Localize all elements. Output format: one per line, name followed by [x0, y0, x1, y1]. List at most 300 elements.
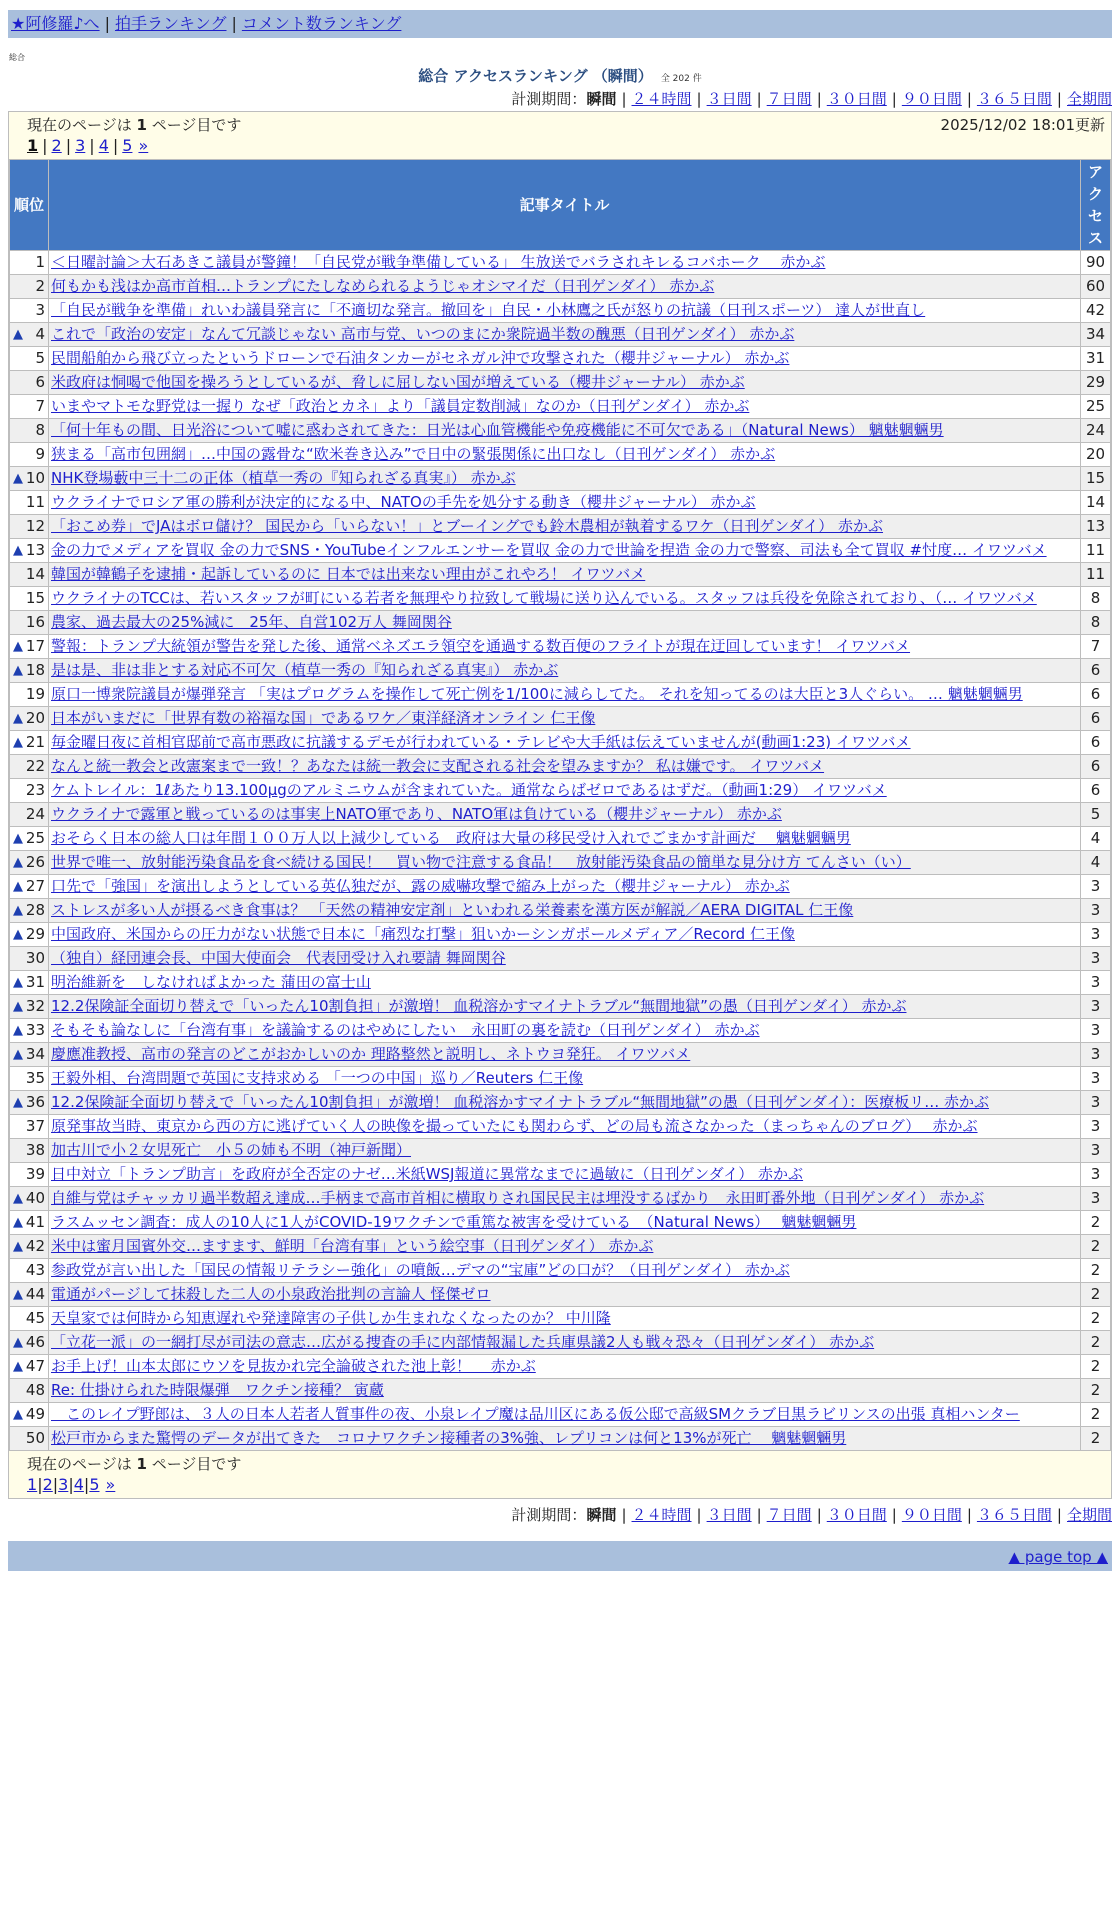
rank-cell	[10, 539, 48, 562]
article-title-link[interactable]: ラスムッセン調査：成人の10人に1人がCOVID-19ワクチンで重篤な被害を受けている （Natural News） 魑魅魍魎男	[51, 1213, 857, 1231]
article-title-link[interactable]: ケムトレイル：1ℓあたり13.100μgのアルミニウムが含まれていた。通常ならばゼロであるはずだ。（動画1:29） イワツバメ	[51, 781, 887, 799]
page-link[interactable]: 3	[58, 1475, 69, 1494]
title-cell	[49, 779, 1080, 802]
article-title-link[interactable]: 慶應准教授、高市の発言のどこがおかしいのか 理路整然と説明し、ネトウヨ発狂。 イワツバメ	[51, 1045, 691, 1063]
rank-number: 3	[35, 301, 45, 319]
period-option-link[interactable]: ２４時間	[631, 1506, 692, 1524]
rank-cell	[10, 1115, 48, 1138]
rank-number: 37	[25, 1117, 45, 1135]
title-cell	[49, 1043, 1080, 1066]
rank-cell	[10, 1067, 48, 1090]
table-row	[10, 947, 1110, 970]
period-option-link[interactable]: ９０日間	[901, 90, 962, 108]
period-current: 瞬間	[586, 90, 617, 108]
article-title-link[interactable]: 原発事故当時、東京から西の方に逃げていく人の映像を撮っていたにも関わらず、どの局も流さなかった（まっちゃんのブログ） 赤かぶ	[51, 1117, 978, 1135]
title-cell	[49, 419, 1080, 442]
article-title-link[interactable]: 農家、過去最大の25%減に 25年、自営102万人 舞岡関谷	[51, 613, 452, 631]
access-count: 6	[1081, 731, 1110, 754]
period-current: 瞬間	[586, 1506, 617, 1524]
access-count: 2	[1081, 1307, 1110, 1330]
period-separator: |	[621, 90, 627, 108]
rank-cell	[10, 947, 48, 970]
rank-up-icon: ▲	[13, 543, 23, 558]
article-title-link[interactable]: 韓国が韓鶴子を逮捕・起訴しているのに 日本では出来ない理由がこれやろ！ イワツバメ	[51, 565, 646, 583]
rank-number: 49	[25, 1405, 45, 1423]
table-row	[10, 251, 1110, 274]
access-count: 2	[1081, 1355, 1110, 1378]
period-option-link[interactable]: ３日間	[706, 1506, 752, 1524]
rank-up-icon: ▲	[13, 879, 23, 894]
article-title-link[interactable]: 日中対立「トランプ助言」を政府が全否定のナゼ…米紙WSJ報道に異常なまでに過敏に（日刊ゲンダイ） 赤かぶ	[51, 1165, 804, 1183]
rank-number: 20	[25, 709, 45, 727]
rank-up-icon: ▲	[13, 639, 23, 654]
rank-cell	[10, 683, 48, 706]
period-selector	[8, 87, 1112, 111]
rank-cell	[10, 923, 48, 946]
rank-cell	[10, 1139, 48, 1162]
rank-cell	[10, 587, 48, 610]
access-count: 7	[1081, 635, 1110, 658]
bottom-bar	[8, 1541, 1112, 1571]
access-count: 15	[1081, 467, 1110, 490]
title-cell	[49, 803, 1080, 826]
article-title-link[interactable]: 世界で唯一、放射能汚染食品を食べ続ける国民！ 買い物で注意する食品！ 放射能汚染食品の簡単な見分け方 てんさい（い）	[51, 853, 911, 871]
comment-ranking-link[interactable]: コメント数ランキング	[241, 14, 402, 33]
table-row	[10, 707, 1110, 730]
rank-cell	[10, 1235, 48, 1258]
access-count: 3	[1081, 1139, 1110, 1162]
title-cell	[49, 1379, 1080, 1402]
rank-cell	[10, 1403, 48, 1426]
access-count: 3	[1081, 1163, 1110, 1186]
access-count: 6	[1081, 707, 1110, 730]
title-cell	[49, 1187, 1080, 1210]
page-top-link[interactable]: ▲ page top ▲	[1008, 1548, 1108, 1566]
access-count: 4	[1081, 827, 1110, 850]
period-separator: |	[696, 1506, 702, 1524]
rank-number: 48	[25, 1381, 45, 1399]
access-count: 3	[1081, 899, 1110, 922]
table-row	[10, 563, 1110, 586]
rank-cell	[10, 1427, 48, 1450]
rank-number: 35	[25, 1069, 45, 1087]
rank-up-icon: ▲	[13, 711, 23, 726]
access-count: 90	[1081, 251, 1110, 274]
page-separator: |	[42, 136, 48, 155]
period-separator: |	[816, 90, 822, 108]
article-title-link[interactable]: 電通がパージして抹殺した二人の小泉政治批判の言論人 怪傑ゼロ	[51, 1285, 491, 1303]
article-title-link[interactable]: NHK登場藪中三十二の正体（植草一秀の『知られざる真実』） 赤かぶ	[51, 469, 516, 487]
rank-cell	[10, 299, 48, 322]
period-separator: |	[756, 1506, 762, 1524]
article-title-link[interactable]: いまやマトモな野党は一握り なぜ「政治とカネ」より「議員定数削減」なのか（日刊ゲンダイ） 赤かぶ	[51, 397, 750, 415]
table-row	[10, 875, 1110, 898]
rank-up-icon: ▲	[13, 1215, 23, 1230]
article-title-link[interactable]: おそらく日本の総人口は年間１００万人以上減少している 政府は大量の移民受け入れでごまかす計画だ 魑魅魍魎男	[51, 829, 851, 847]
rank-up-icon: ▲	[13, 1023, 23, 1038]
period-option-link[interactable]: ２４時間	[631, 90, 692, 108]
table-row	[10, 1115, 1110, 1138]
title-cell	[49, 1115, 1080, 1138]
page-current[interactable]: 1	[27, 1475, 38, 1494]
article-title-link[interactable]: ストレスが多い人が摂るべき食事は？ 「天然の精神安定剤」といわれる栄養素を漢方医が解説／AERA DIGITAL 仁王像	[51, 901, 854, 919]
table-row	[10, 827, 1110, 850]
title-cell	[49, 1091, 1080, 1114]
article-title-link[interactable]: 警報：トランプ大統領が警告を発した後、通常ベネズエラ領空を通過する数百便のフライトが現在迂回しています！ イワツバメ	[51, 637, 911, 655]
period-selector-bottom	[8, 1501, 1112, 1529]
article-title-link[interactable]: 米政府は恫喝で他国を操ろうとしているが、脅しに屈しない国が増えている（櫻井ジャーナル） 赤かぶ	[51, 373, 745, 391]
article-title-link[interactable]: 12.2保険証全面切り替えで「いったん10割負担」が激増！ 血税溶かすマイナトラブル“無間地獄”の愚（日刊ゲンダイ） 赤かぶ	[51, 997, 907, 1015]
next-page-link[interactable]: »	[138, 136, 149, 155]
rank-cell	[10, 707, 48, 730]
rank-cell	[10, 1307, 48, 1330]
rank-cell	[10, 491, 48, 514]
article-title-link[interactable]: 王毅外相、台湾問題で英国に支持求める 「一つの中国」巡り／Reuters 仁王像	[51, 1069, 584, 1087]
article-title-link[interactable]: 米中は蜜月国賓外交…ますます、鮮明「台湾有事」という絵空事（日刊ゲンダイ） 赤かぶ	[51, 1237, 654, 1255]
article-title-link[interactable]: そもそも論なしに「台湾有事」を議論するのはやめにしたい 永田町の裏を読む（日刊ゲンダイ） 赤かぶ	[51, 1021, 760, 1039]
rank-cell	[10, 275, 48, 298]
article-title-link[interactable]: 明治維新を しなければよかった 蒲田の富士山	[51, 973, 371, 991]
rank-number: 21	[25, 733, 45, 751]
page-link[interactable]: 2	[51, 136, 62, 155]
nav-separator: |	[231, 14, 237, 33]
title-cell	[49, 851, 1080, 874]
page-separator: |	[37, 1475, 43, 1494]
ranking-panel	[8, 111, 1112, 1499]
access-count: 4	[1081, 851, 1110, 874]
table-row	[10, 1307, 1110, 1330]
article-title-link[interactable]: 松戸市からまた驚愕のデータが出てきた コロナワクチン接種者の3%強、レプリコンは何と13%が死亡 魑魅魍魎男	[51, 1429, 847, 1447]
title-cell	[49, 1067, 1080, 1090]
rank-number: 31	[25, 973, 45, 991]
access-count: 14	[1081, 491, 1110, 514]
access-count: 3	[1081, 1187, 1110, 1210]
period-option-link[interactable]: ３日間	[706, 90, 752, 108]
article-title-link[interactable]: 日本がいまだに「世界有数の裕福な国」であるワケ／東洋経済オンライン 仁王像	[51, 709, 596, 727]
rank-cell	[10, 659, 48, 682]
rank-number: 42	[25, 1237, 45, 1255]
rank-number: 41	[25, 1213, 45, 1231]
page-separator: |	[68, 1475, 74, 1494]
table-row	[10, 1091, 1110, 1114]
next-page-link[interactable]: »	[105, 1475, 116, 1494]
article-title-link[interactable]: 「おこめ券」でJAはボロ儲け？ 国民から「いらない！」とブーイングでも鈴木農相が執着するワケ（日刊ゲンダイ） 赤かぶ	[51, 517, 884, 535]
rank-up-icon: ▲	[13, 999, 23, 1014]
access-count: 3	[1081, 971, 1110, 994]
title-cell	[49, 995, 1080, 1018]
access-count: 6	[1081, 683, 1110, 706]
rank-cell	[10, 563, 48, 586]
rank-number: 22	[25, 757, 45, 775]
page-info	[9, 112, 1111, 135]
title-cell	[49, 707, 1080, 730]
access-count: 6	[1081, 659, 1110, 682]
rank-column-header: 順位	[10, 160, 48, 250]
rank-number: 50	[25, 1429, 45, 1447]
rank-number: 47	[25, 1357, 45, 1375]
table-row	[10, 923, 1110, 946]
table-row	[10, 803, 1110, 826]
rank-up-icon: ▲	[13, 1191, 23, 1206]
rank-cell	[10, 755, 48, 778]
home-link[interactable]: ★阿修羅♪へ	[11, 14, 100, 33]
table-row	[10, 299, 1110, 322]
table-row	[10, 1331, 1110, 1354]
rank-number: 19	[25, 685, 45, 703]
rank-number: 4	[35, 325, 45, 343]
table-row	[10, 635, 1110, 658]
title-cell	[49, 563, 1080, 586]
access-count: 31	[1081, 347, 1110, 370]
access-count: 3	[1081, 1115, 1110, 1138]
nav-separator: |	[104, 14, 110, 33]
article-title-link[interactable]: ウクライナのTCCは、若いスタッフが町にいる若者を無理やり拉致して戦場に送り込んでいる。スタッフは兵役を免除されており、（… イワツバメ	[51, 589, 1037, 607]
access-count: 3	[1081, 995, 1110, 1018]
rank-up-icon: ▲	[13, 471, 23, 486]
updated-time: 2025/12/02 18:01更新	[940, 116, 1105, 134]
article-title-link[interactable]: 「立花一派」の一網打尽が司法の意志…広がる捜査の手に内部情報漏した兵庫県議2人も戦々恐々（日刊ゲンダイ） 赤かぶ	[51, 1333, 875, 1351]
page-link[interactable]: 5	[89, 1475, 100, 1494]
table-row	[10, 1019, 1110, 1042]
access-count: 11	[1081, 539, 1110, 562]
rank-up-icon: ▲	[13, 1095, 23, 1110]
rank-number: 2	[35, 277, 45, 295]
table-row	[10, 515, 1110, 538]
article-title-link[interactable]: 狭まる「高市包囲網」…中国の露骨な“欧米巻き込み”で日中の緊張関係に出口なし（日刊ゲンダイ） 赤かぶ	[51, 445, 776, 463]
page-link[interactable]: 4	[98, 136, 109, 155]
rank-up-icon: ▲	[13, 663, 23, 678]
title-cell	[49, 1307, 1080, 1330]
article-title-link[interactable]: 毎金曜日夜に首相官邸前で高市悪政に抗議するデモが行われている・テレビや大手紙は伝えていませんが(動画1:23) イワツバメ	[51, 733, 911, 751]
article-title-link[interactable]: これで「政治の安定」なんて冗談じゃない 高市与党、いつのまにか衆院過半数の醜悪（日刊ゲンダイ） 赤かぶ	[51, 325, 795, 343]
table-row	[10, 1067, 1110, 1090]
access-count: 5	[1081, 803, 1110, 826]
article-title-link[interactable]: 何もかも浅はか高市首相…トランプにたしなめられるようじゃオシマイだ（日刊ゲンダイ） 赤かぶ	[51, 277, 715, 295]
rank-up-icon: ▲	[13, 1047, 23, 1062]
article-title-link[interactable]: 天皇家では何時から知恵遅れや発達障害の子供しか生まれなくなったのか？ 中川隆	[51, 1309, 611, 1327]
rank-up-icon: ▲	[13, 831, 23, 846]
access-count: 11	[1081, 563, 1110, 586]
title-cell	[49, 299, 1080, 322]
table-row	[10, 971, 1110, 994]
period-separator: |	[966, 90, 972, 108]
page-separator: |	[89, 136, 95, 155]
title-cell	[49, 1427, 1080, 1450]
rank-number: 7	[35, 397, 45, 415]
table-row	[10, 659, 1110, 682]
article-title-link[interactable]: 民間船舶から飛び立ったというドローンで石油タンカーがセネガル沖で攻撃された（櫻井ジャーナル） 赤かぶ	[51, 349, 790, 367]
rank-up-icon: ▲	[13, 855, 23, 870]
article-title-link[interactable]: 「自民が戦争を準備」れいわ議員発言に「不適切な発言。撤回を」自民・小林鷹之氏が怒りの抗議（日刊スポーツ） 達人が世直し	[51, 301, 926, 319]
access-count: 2	[1081, 1379, 1110, 1402]
article-title-link[interactable]: お手上げ！山本太郎にウソを見抜かれ完全論破された池上彰！ 赤かぶ	[51, 1357, 536, 1375]
access-count: 25	[1081, 395, 1110, 418]
rank-number: 34	[25, 1045, 45, 1063]
rank-cell	[10, 827, 48, 850]
clap-ranking-link[interactable]: 拍手ランキング	[114, 14, 227, 33]
article-title-link[interactable]: 原口一博衆院議員が爆弾発言 「実はプログラムを操作して死亡例を1/100に減らしてた。 それを知ってるのは大臣と3人ぐらい。 … 魑魅魍魎男	[51, 685, 1023, 703]
rank-cell	[10, 443, 48, 466]
access-count: 42	[1081, 299, 1110, 322]
title-cell	[49, 827, 1080, 850]
article-title-link[interactable]: 是は是、非は非とする対応不可欠（植草一秀の『知られざる真実』） 赤かぶ	[51, 661, 559, 679]
article-title-link[interactable]: 12.2保険証全面切り替えで「いったん10割負担」が激増！ 血税溶かすマイナトラブル“無間地獄”の愚（日刊ゲンダイ）：医療板リ… 赤かぶ	[51, 1093, 989, 1111]
rank-up-icon: ▲	[13, 1239, 23, 1254]
access-count: 13	[1081, 515, 1110, 538]
rank-cell	[10, 851, 48, 874]
article-title-link[interactable]: なんと統一教会と改憲案まで一致！？あなたは統一教会に支配される社会を望みますか？ 私は嫌です。 イワツバメ	[51, 757, 825, 775]
table-row	[10, 731, 1110, 754]
article-title-link[interactable]: 参政党が言い出した「国民の情報リテラシー強化」の噴飯…デマの“宝庫”どの口が？（日刊ゲンダイ） 赤かぶ	[51, 1261, 790, 1279]
article-title-link[interactable]: Re: 仕掛けられた時限爆弾 ワクチン接種？ 寅蔵	[51, 1381, 384, 1399]
rank-number: 33	[25, 1021, 45, 1039]
access-count: 6	[1081, 779, 1110, 802]
rank-cell	[10, 995, 48, 1018]
article-title-link[interactable]: ＜日曜討論＞大石あきこ議員が警鐘！「自民党が戦争準備している」 生放送でバラされキレるコバホーク 赤かぶ	[51, 253, 826, 271]
rank-number: 14	[25, 565, 45, 583]
period-option-link[interactable]: ３０日間	[826, 1506, 887, 1524]
rank-number: 10	[25, 469, 45, 487]
title-cell	[49, 875, 1080, 898]
access-count: 3	[1081, 923, 1110, 946]
rank-number: 46	[25, 1333, 45, 1351]
page-link[interactable]: 4	[73, 1475, 84, 1494]
table-row	[10, 347, 1110, 370]
table-row	[10, 419, 1110, 442]
access-count: 60	[1081, 275, 1110, 298]
title-cell	[49, 467, 1080, 490]
title-cell	[49, 395, 1080, 418]
table-row	[10, 1403, 1110, 1426]
table-row	[10, 1259, 1110, 1282]
rank-cell	[10, 1259, 48, 1282]
title-cell	[49, 611, 1080, 634]
rank-cell	[10, 779, 48, 802]
title-cell	[49, 1139, 1080, 1162]
article-title-link[interactable]: 「何十年もの間、日光浴について嘘に惑わされてきた：日光は心血管機能や免疫機能に不可欠である」（Natural News） 魑魅魍魎男	[51, 421, 944, 439]
period-option-link[interactable]: ７日間	[766, 1506, 812, 1524]
article-title-link[interactable]: 金の力でメディアを買収 金の力でSNS・YouTubeインフルエンサーを買収 金の力で世論を捏造 金の力で警察、司法も全て買収 #忖度… イワツバメ	[51, 541, 1047, 559]
table-row	[10, 1427, 1110, 1450]
table-row	[10, 1379, 1110, 1402]
rank-number: 36	[25, 1093, 45, 1111]
rank-number: 23	[25, 781, 45, 799]
table-row	[10, 755, 1110, 778]
table-row	[10, 491, 1110, 514]
table-row	[10, 443, 1110, 466]
title-cell	[49, 1403, 1080, 1426]
rank-number: 16	[25, 613, 45, 631]
title-cell	[49, 755, 1080, 778]
title-cell	[49, 587, 1080, 610]
period-option-link[interactable]: 全期間	[1066, 1506, 1112, 1524]
title-cell	[49, 1259, 1080, 1282]
rank-cell	[10, 1187, 48, 1210]
access-count: 3	[1081, 1067, 1110, 1090]
period-option-link[interactable]: ９０日間	[901, 1506, 962, 1524]
rank-cell	[10, 395, 48, 418]
period-option-link[interactable]: ３６５日間	[976, 90, 1052, 108]
table-row	[10, 899, 1110, 922]
rank-number: 29	[25, 925, 45, 943]
article-title-link[interactable]: ウクライナでロシア軍の勝利が決定的になる中、NATOの手先を処分する動き（櫻井ジャーナル） 赤かぶ	[51, 493, 756, 511]
access-count: 29	[1081, 371, 1110, 394]
title-cell	[49, 635, 1080, 658]
rank-number: 25	[25, 829, 45, 847]
page-indicator-bottom: 現在のページは 1 ページ目です	[27, 1455, 242, 1473]
page-current[interactable]: 1	[27, 136, 39, 155]
article-title-link[interactable]: （独自）経団連会長、中国大使面会 代表団受け入れ要請 舞岡関谷	[51, 949, 506, 967]
page-link[interactable]: 2	[42, 1475, 53, 1494]
rank-cell	[10, 731, 48, 754]
table-row	[10, 995, 1110, 1018]
article-title-link[interactable]: 加古川で小２女児死亡 小５の姉も不明（神戸新聞）	[51, 1141, 412, 1159]
rank-number: 5	[35, 349, 45, 367]
period-label: 計測期間：	[511, 1506, 587, 1524]
period-option-link[interactable]: 全期間	[1066, 90, 1112, 108]
period-separator: |	[966, 1506, 972, 1524]
title-cell	[49, 323, 1080, 346]
access-count: 3	[1081, 875, 1110, 898]
period-option-link[interactable]: ３０日間	[826, 90, 887, 108]
page-link[interactable]: 5	[122, 136, 133, 155]
table-row	[10, 323, 1110, 346]
article-title-link[interactable]: ウクライナで露軍と戦っているのは事実上NATO軍であり、NATO軍は負けている（櫻井ジャーナル） 赤かぶ	[51, 805, 782, 823]
table-row	[10, 1283, 1110, 1306]
article-title-link[interactable]: 口先で「強国」を演出しようとしている英仏独だが、露の威嚇攻撃で縮み上がった（櫻井ジャーナル） 赤かぶ	[51, 877, 790, 895]
article-title-link[interactable]: 中国政府、米国からの圧力がない状態で日本に「痛烈な打撃」狙いかーシンガポールメディア／Record 仁王像	[51, 925, 795, 943]
ranking-table	[9, 159, 1111, 1451]
title-cell	[49, 515, 1080, 538]
title-cell	[49, 947, 1080, 970]
rank-up-icon: ▲	[13, 927, 23, 942]
rank-number: 39	[25, 1165, 45, 1183]
period-option-link[interactable]: ７日間	[766, 90, 812, 108]
rank-number: 11	[25, 493, 45, 511]
page-info-bottom	[9, 1451, 1111, 1474]
table-row	[10, 275, 1110, 298]
rank-up-icon: ▲	[13, 1359, 23, 1374]
rank-cell	[10, 251, 48, 274]
article-title-link[interactable]: 自維与党はチャッカリ過半数超え達成…手柄まで高市首相に横取りされ国民民主は埋没するばかり 永田町番外地（日刊ゲンダイ） 赤かぶ	[51, 1189, 985, 1207]
access-count: 2	[1081, 1403, 1110, 1426]
access-count: 3	[1081, 1043, 1110, 1066]
rank-number: 40	[25, 1189, 45, 1207]
page-link[interactable]: 3	[75, 136, 86, 155]
period-label: 計測期間：	[511, 90, 587, 108]
page	[8, 10, 1112, 1571]
rank-number: 13	[25, 541, 45, 559]
period-separator: |	[1056, 1506, 1062, 1524]
rank-cell	[10, 899, 48, 922]
title-cell	[49, 899, 1080, 922]
rank-up-icon: ▲	[13, 1287, 23, 1302]
period-separator: |	[891, 90, 897, 108]
period-option-link[interactable]: ３６５日間	[976, 1506, 1052, 1524]
access-count: 2	[1081, 1259, 1110, 1282]
rank-cell	[10, 467, 48, 490]
rank-up-icon: ▲	[13, 735, 23, 750]
title-cell	[49, 371, 1080, 394]
rank-cell	[10, 803, 48, 826]
rank-cell	[10, 347, 48, 370]
rank-number: 1	[35, 253, 45, 271]
rank-number: 38	[25, 1141, 45, 1159]
title-cell	[49, 347, 1080, 370]
title-cell	[49, 1163, 1080, 1186]
article-title-link[interactable]: このレイプ野郎は、３人の日本人若者人質事件の夜、小泉レイプ魔は品川区にある仮公邸で高級SMクラブ目黒ラビリンスの出張 真相ハンター	[51, 1405, 1020, 1423]
title-cell	[49, 1019, 1080, 1042]
